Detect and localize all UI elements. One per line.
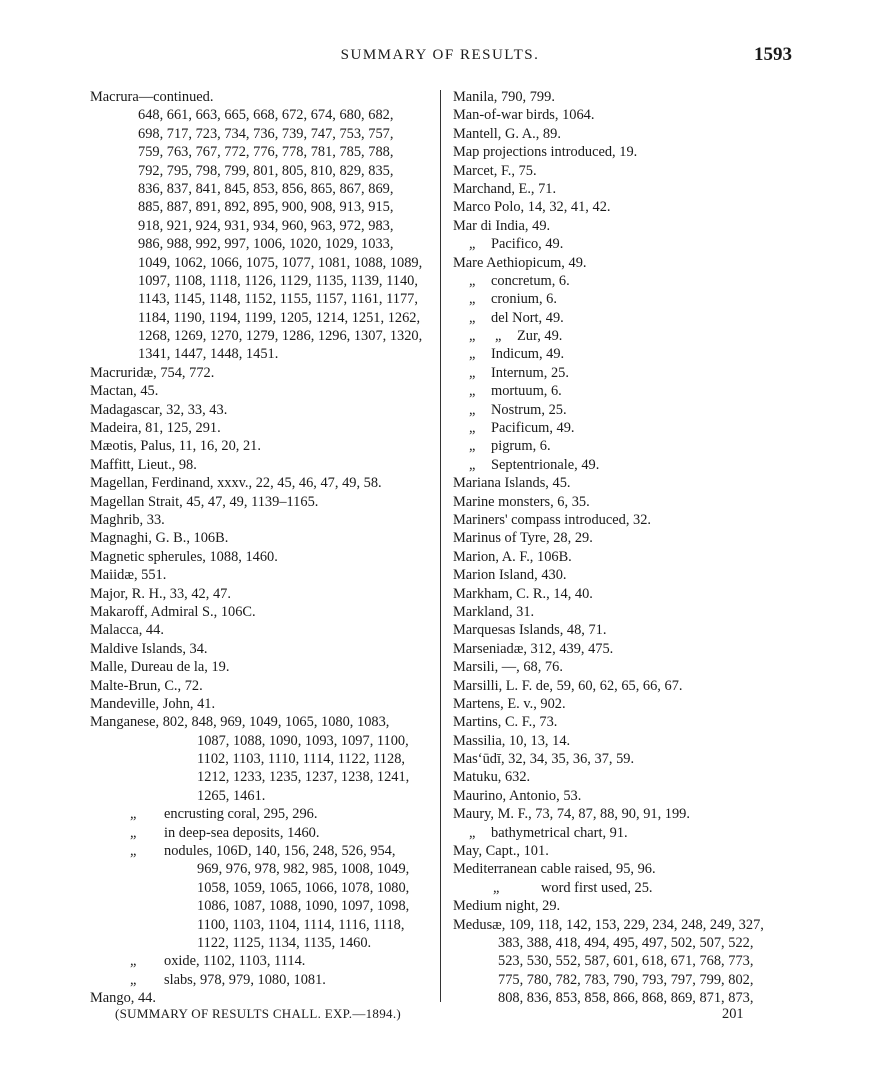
ditto-mark: „ [469, 456, 476, 473]
index-entry: Mantell, G. A., 89. [453, 125, 561, 142]
continuation-line: 1086, 1087, 1088, 1090, 1097, 1098, [197, 898, 410, 915]
continuation-line: 775, 780, 782, 783, 790, 793, 797, 799, 802, [498, 971, 754, 988]
index-entry: Mango, 44. [90, 990, 156, 1007]
index-entry: Martens, E. v., 902. [453, 695, 566, 712]
index-entry: Maiidæ, 551. [90, 567, 167, 584]
index-entry: Maury, M. F., 73, 74, 87, 88, 90, 91, 199. [453, 806, 690, 823]
ditto-mark: „ [469, 309, 476, 326]
sub-entry: „ Pacifico, 49. [453, 235, 803, 253]
index-entry: Magellan, Ferdinand, xxxv., 22, 45, 46, 47, 49, 58. [90, 475, 382, 492]
index-entry-macrura: Macrura—continued. [90, 89, 214, 105]
continuation-line: 1100, 1103, 1104, 1114, 1116, 1118, [197, 916, 405, 933]
continuation-line: 1143, 1145, 1148, 1152, 1155, 1157, 1161, 1177, [138, 291, 418, 308]
index-entry: Magnetic spherules, 1088, 1460. [90, 548, 278, 565]
index-entry: Malle, Dureau de la, 19. [90, 659, 230, 676]
continuation-line: 1049, 1062, 1066, 1075, 1077, 1081, 1088, 1089, [138, 254, 423, 271]
continuation-line: 523, 530, 552, 587, 601, 618, 671, 768, 773, [498, 953, 754, 970]
continuation-line: 1058, 1059, 1065, 1066, 1078, 1080, [197, 879, 410, 896]
ditto-mark: „ [469, 328, 476, 345]
index-entry: Mæotis, Palus, 11, 16, 20, 21. [90, 438, 261, 455]
continuation-line: 986, 988, 992, 997, 1006, 1020, 1029, 1033, [138, 236, 394, 253]
sub-entry: „ word first used, 25. [453, 879, 803, 897]
sub-entry: „ oxide, 1102, 1103, 1114. [90, 952, 435, 970]
sub-entry: „ Nostrum, 25. [453, 401, 803, 419]
index-entry: Markham, C. R., 14, 40. [453, 585, 593, 602]
index-entry: Manila, 790, 799. [453, 89, 555, 105]
index-entry: Mandeville, John, 41. [90, 695, 216, 712]
ditto-mark: „ [130, 843, 137, 860]
index-entry: Malacca, 44. [90, 622, 164, 639]
index-entry: Major, R. H., 33, 42, 47. [90, 585, 231, 602]
index-entry: Marseniadæ, 312, 439, 475. [453, 640, 614, 657]
sub-entry: „ in deep-sea deposits, 1460. [90, 824, 435, 842]
index-entry: Marion Island, 430. [453, 567, 567, 584]
sub-entry: „ Internum, 25. [453, 364, 803, 382]
index-entry: Mediterranean cable raised, 95, 96. [453, 861, 656, 878]
index-entry: Magellan Strait, 45, 47, 49, 1139–1165. [90, 493, 319, 510]
sub-entry: „ Indicum, 49. [453, 345, 803, 363]
index-entry: Maurino, Antonio, 53. [453, 787, 582, 804]
index-entry: Map projections introduced, 19. [453, 144, 638, 161]
ditto-mark: „ [469, 383, 476, 400]
continuation-line: 1102, 1103, 1110, 1114, 1122, 1128, [197, 751, 405, 768]
index-entry: Marco Polo, 14, 32, 41, 42. [453, 199, 611, 216]
index-entry: Medium night, 29. [453, 898, 561, 915]
index-entry: Maffitt, Lieut., 98. [90, 456, 197, 473]
index-entry: Marion, A. F., 106B. [453, 548, 572, 565]
continuation-line: 1122, 1125, 1134, 1135, 1460. [197, 934, 372, 951]
sub-entry: „ Pacificum, 49. [453, 419, 803, 437]
index-entry: Makaroff, Admiral S., 106C. [90, 603, 256, 620]
index-entry: Marcet, F., 75. [453, 162, 537, 179]
continuation-line: 698, 717, 723, 734, 736, 739, 747, 753, 757, [138, 125, 394, 142]
continuation-line: 1087, 1088, 1090, 1093, 1097, 1100, [197, 732, 409, 749]
index-entry: Magnaghi, G. B., 106B. [90, 530, 229, 547]
continuation-line: 759, 763, 767, 772, 776, 778, 781, 785, 788, [138, 144, 394, 161]
running-header: SUMMARY OF RESULTS. [340, 47, 540, 63]
ditto-mark: „ [493, 879, 500, 896]
index-entry: Marchand, E., 71. [453, 180, 557, 197]
ditto-mark: „ [469, 236, 476, 253]
continuation-line: 969, 976, 978, 982, 985, 1008, 1049, [197, 861, 410, 878]
index-entry: May, Capt., 101. [453, 843, 549, 860]
index-entry-manganese: Manganese, 802, 848, 969, 1049, 1065, 1080, 1083, [90, 714, 390, 731]
index-column-right [453, 88, 803, 1008]
ditto-mark: „ [130, 824, 137, 841]
sub-entry: „ concretum, 6. [453, 272, 803, 290]
continuation-line: 1097, 1108, 1118, 1126, 1129, 1135, 1139, 1140, [138, 272, 418, 289]
index-entry: Madagascar, 32, 33, 43. [90, 401, 228, 418]
index-entry: Matuku, 632. [453, 769, 531, 786]
continuation-line: 808, 836, 853, 858, 866, 868, 869, 871, 873, [498, 990, 754, 1007]
column-divider [440, 90, 441, 1002]
index-entry: Man-of-war birds, 1064. [453, 107, 595, 124]
index-entry: Maldive Islands, 34. [90, 640, 208, 657]
sub-entry: „ cronium, 6. [453, 290, 803, 308]
sub-entry: „ „ Zur, 49. [453, 327, 803, 345]
sub-entry: „ encrusting coral, 295, 296. [90, 805, 435, 823]
sub-entry: „ del Nort, 49. [453, 309, 803, 327]
index-entry: Marinus of Tyre, 28, 29. [453, 530, 593, 547]
index-entry: Mactan, 45. [90, 383, 159, 400]
continuation-line: 1184, 1190, 1194, 1199, 1205, 1214, 1251, 1262, [138, 309, 421, 326]
sub-entry: „ pigrum, 6. [453, 437, 803, 455]
sub-entry: „ nodules, 106D, 140, 156, 248, 526, 954, [90, 842, 435, 860]
continuation-line: 792, 795, 798, 799, 801, 805, 810, 829, 835, [138, 162, 394, 179]
continuation-line: 1212, 1233, 1235, 1237, 1238, 1241, [197, 769, 410, 786]
sub-entry: „ Septentrionale, 49. [453, 456, 803, 474]
ditto-mark: „ [469, 291, 476, 308]
ditto-mark: „ [469, 438, 476, 455]
index-column-left [90, 88, 435, 1008]
ditto-mark: „ [130, 806, 137, 823]
index-entry: Mariana Islands, 45. [453, 475, 571, 492]
page-number: 1593 [754, 44, 792, 65]
index-entry: Marsili, —, 68, 76. [453, 659, 563, 676]
continuation-line: 885, 887, 891, 892, 895, 900, 908, 913, 915, [138, 199, 394, 216]
index-entry-mare: Mare Aethiopicum, 49. [453, 254, 587, 271]
continuation-line: 648, 661, 663, 665, 668, 672, 674, 680, 682, [138, 107, 394, 124]
sub-entry: „ mortuum, 6. [453, 382, 803, 400]
index-entry: Mas‘ūdī, 32, 34, 35, 36, 37, 59. [453, 751, 635, 768]
index-entry-medusae: Medusæ, 109, 118, 142, 153, 229, 234, 248, 249, 327, [453, 916, 764, 933]
index-entry: Macruridæ, 754, 772. [90, 364, 215, 381]
index-entry: Marine monsters, 6, 35. [453, 493, 590, 510]
ditto-mark: „ [469, 824, 476, 841]
ditto-mark: „ [469, 346, 476, 363]
index-entry: Mar di India, 49. [453, 217, 551, 234]
ditto-mark: „ [469, 364, 476, 381]
continuation-line: 1265, 1461. [197, 787, 266, 804]
signature-mark: 201 [722, 1006, 744, 1022]
continuation-line: 383, 388, 418, 494, 495, 497, 502, 507, 522, [498, 934, 754, 951]
continuation-line: 1268, 1269, 1270, 1279, 1286, 1296, 1307, 1320, [138, 328, 423, 345]
ditto-mark: „ [495, 328, 502, 345]
index-entry: Maghrib, 33. [90, 511, 165, 528]
footer-note: (SUMMARY OF RESULTS CHALL. EXP.—1894.) [115, 1006, 402, 1021]
ditto-mark: „ [469, 401, 476, 418]
index-entry: Martins, C. F., 73. [453, 714, 558, 731]
continuation-line: 918, 921, 924, 931, 934, 960, 963, 972, 983, [138, 217, 394, 234]
index-entry: Marsilli, L. F. de, 59, 60, 62, 65, 66, 67. [453, 677, 683, 694]
ditto-mark: „ [469, 420, 476, 437]
sub-entry: „ bathymetrical chart, 91. [453, 824, 803, 842]
index-entry: Markland, 31. [453, 603, 535, 620]
index-entry: Massilia, 10, 13, 14. [453, 732, 571, 749]
index-entry: Mariners' compass introduced, 32. [453, 511, 652, 528]
ditto-mark: „ [130, 953, 137, 970]
continuation-line: 836, 837, 841, 845, 853, 856, 865, 867, 869, [138, 180, 394, 197]
ditto-mark: „ [469, 272, 476, 289]
continuation-line: 1341, 1447, 1448, 1451. [138, 346, 279, 363]
sub-entry: „ slabs, 978, 979, 1080, 1081. [90, 971, 435, 989]
ditto-mark: „ [130, 971, 137, 988]
index-entry: Marquesas Islands, 48, 71. [453, 622, 607, 639]
index-entry: Malte-Brun, C., 72. [90, 677, 203, 694]
index-entry: Madeira, 81, 125, 291. [90, 420, 221, 437]
